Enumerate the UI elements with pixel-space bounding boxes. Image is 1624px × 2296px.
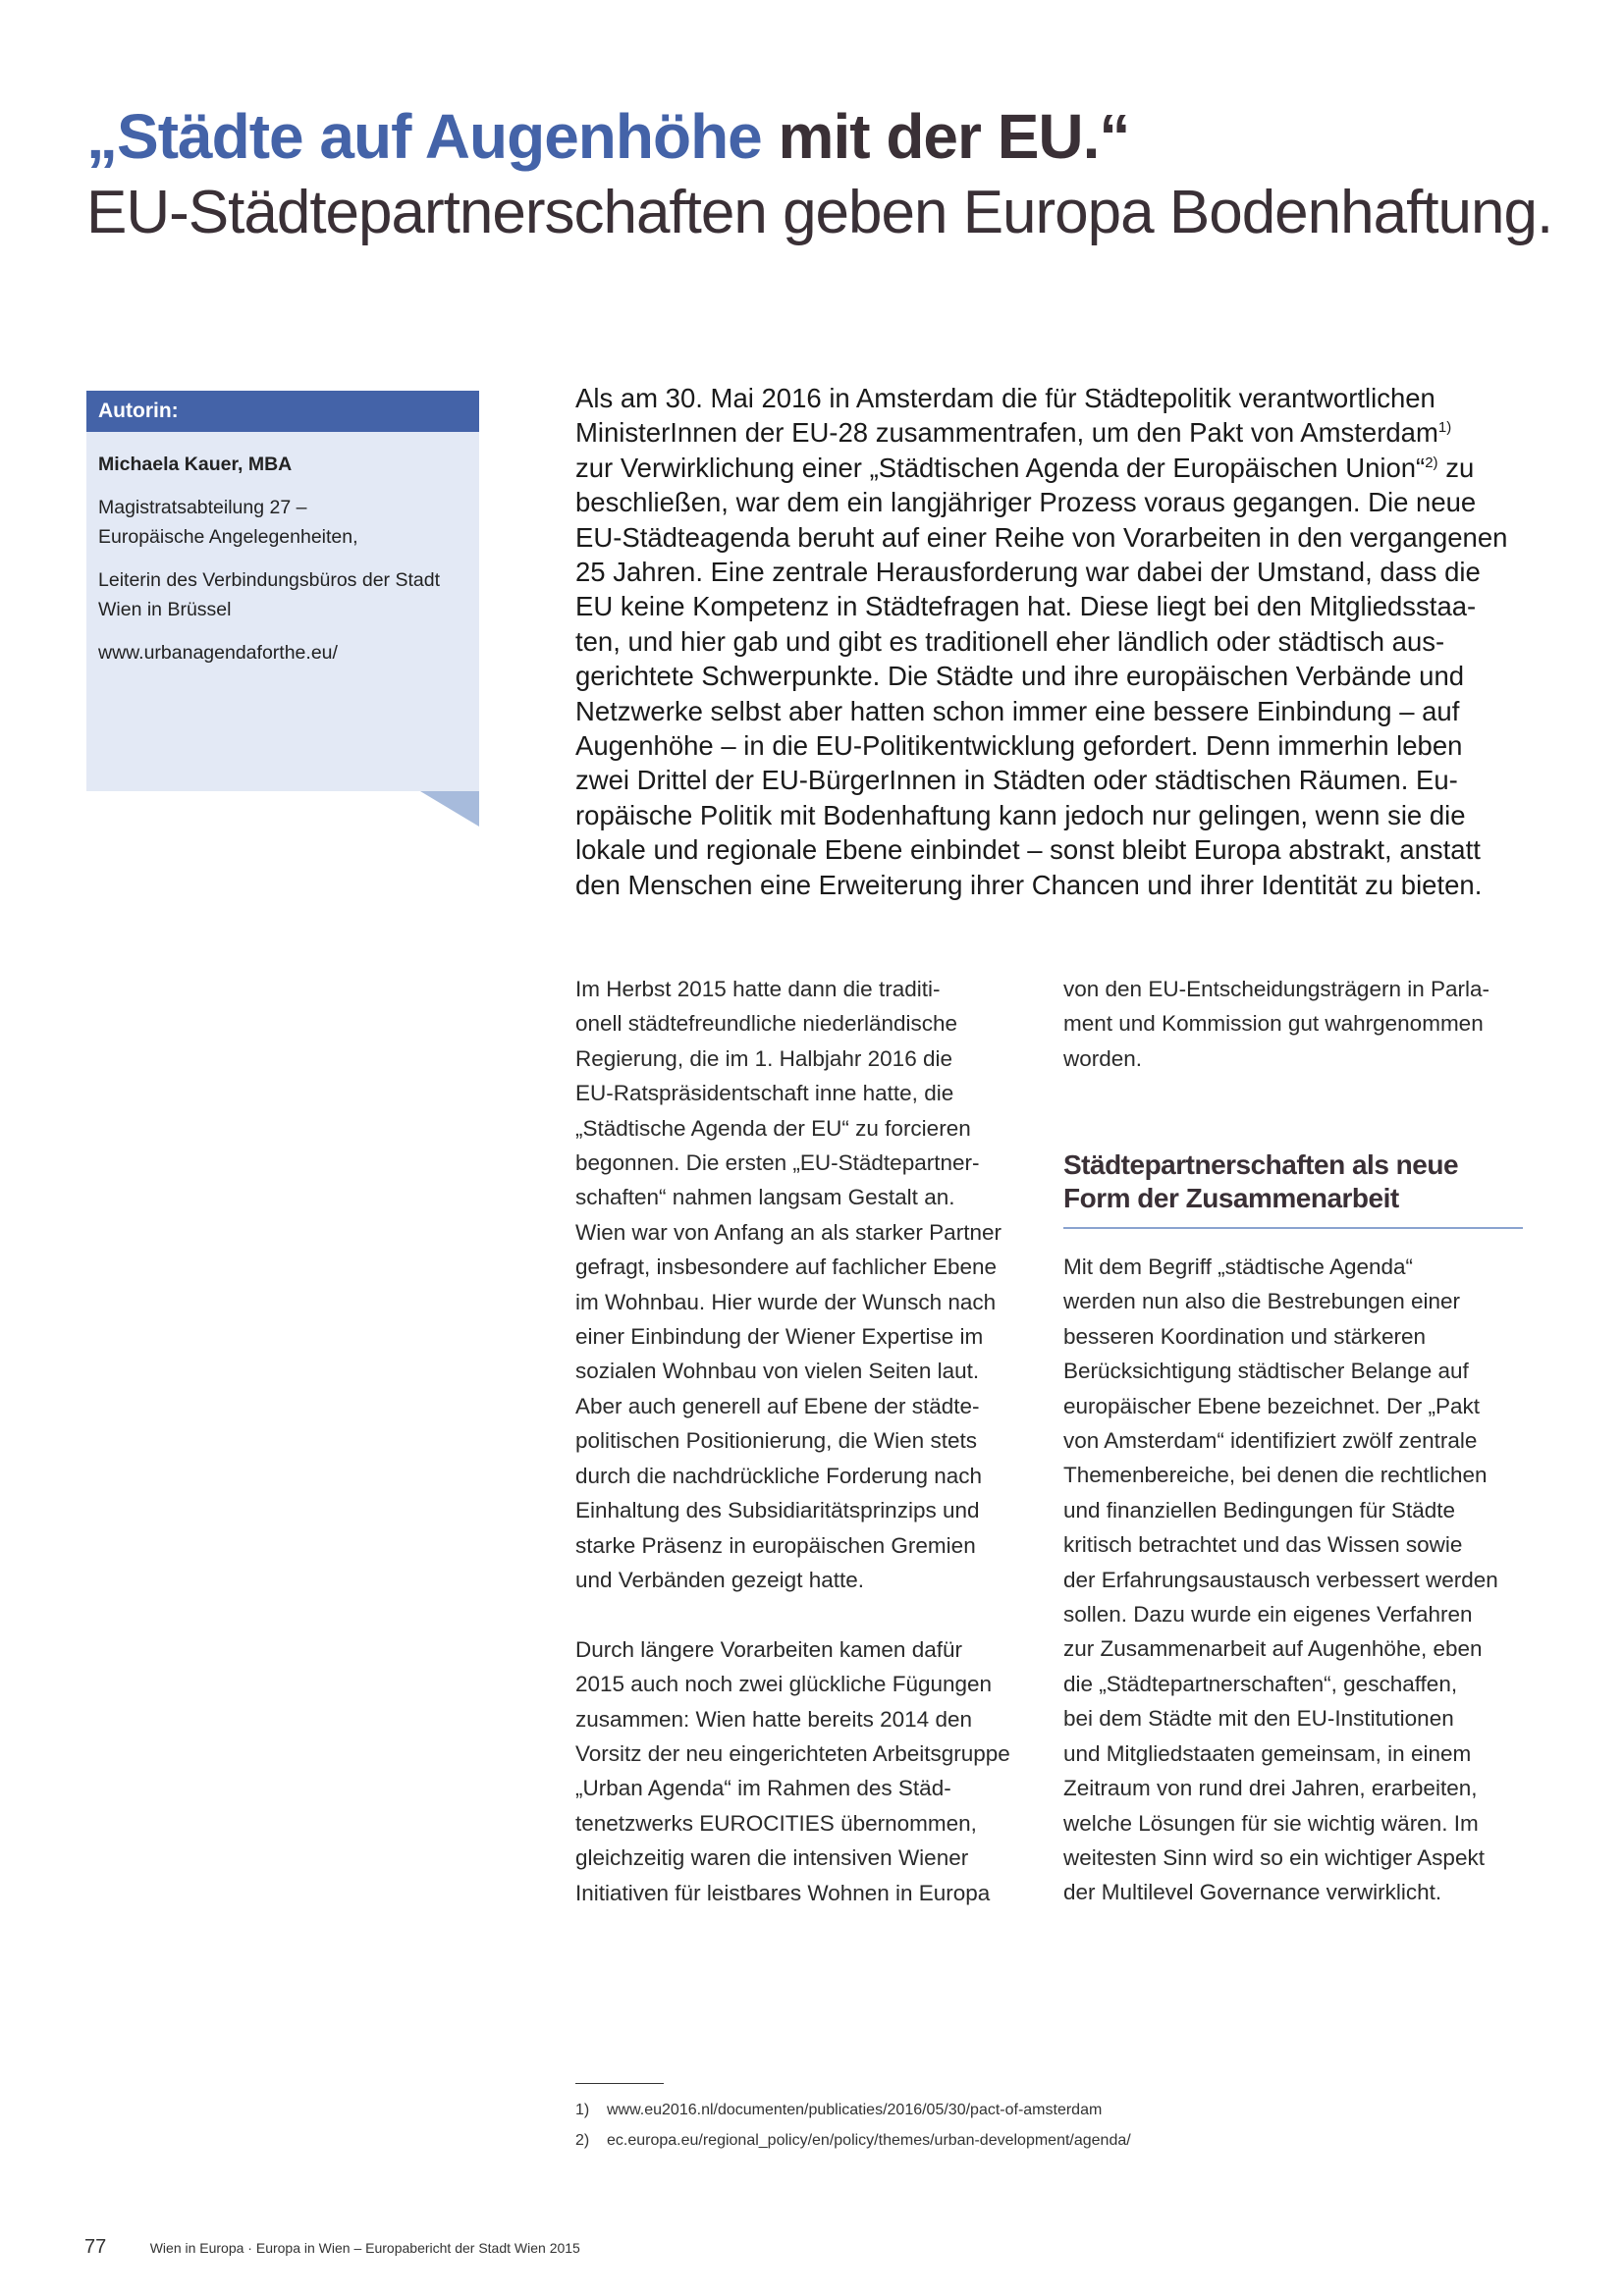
lead-line: lokale und regionale Ebene einbindet – sonst bleibt Europa abstrakt, anstatt <box>575 834 1481 866</box>
body-line: einer Einbindung der Wiener Expertise im <box>575 1324 984 1350</box>
body-line: durch die nachdrückliche Forderung nach <box>575 1463 982 1488</box>
author-role-line: Leiterin des Verbindungsbüros der Stadt <box>98 569 440 591</box>
section-heading-line: Städtepartnerschaften als neue <box>1063 1149 1459 1180</box>
body-line: tenetzwerks EUROCITIES übernommen, <box>575 1810 977 1836</box>
body-line: Zeitraum von rund drei Jahren, erarbeiten, <box>1063 1776 1478 1801</box>
body-line: von den EU-Entscheidungsträgern in Parla- <box>1063 977 1489 1001</box>
body-line: starke Präsenz in europäischen Gremien <box>575 1532 976 1558</box>
body-line: „Städtische Agenda der EU“ zu forcieren <box>575 1115 971 1141</box>
body-line: worden. <box>1063 1045 1143 1071</box>
author-heading: Autorin: <box>86 391 479 432</box>
body-line: zur Zusammenarbeit auf Augenhöhe, eben <box>1063 1636 1483 1662</box>
body-line: Regierung, die im 1. Halbjahr 2016 die <box>575 1045 952 1071</box>
lead-line: gerichtete Schwerpunkte. Die Städte und ihre europäischen Verbände und <box>575 661 1465 692</box>
lead-paragraph <box>575 381 1528 902</box>
footnote-link[interactable]: ec.europa.eu/regional_policy/en/policy/themes/urban-development/agenda/ <box>607 2132 1131 2149</box>
body-line: der Erfahrungsaustausch verbessert werden <box>1063 1567 1498 1592</box>
author-department-line: Magistratsabteilung 27 – <box>98 497 307 518</box>
lead-line-tail: zu <box>1437 452 1475 483</box>
lead-line: Augenhöhe – in die EU-Politikentwicklung gefordert. Denn immerhin leben <box>575 730 1463 762</box>
lead-line <box>575 415 1528 450</box>
body-line: die „Städtepartnerschaften“, geschaffen, <box>1063 1671 1458 1696</box>
title-rest: mit der EU.“ <box>761 101 1130 172</box>
body-line: Mit dem Begriff „städtische Agenda“ <box>1063 1255 1414 1279</box>
section-divider <box>1063 1227 1523 1229</box>
body-line: werden nun also die Bestrebungen einer <box>1063 1289 1461 1314</box>
footnote-number: 2) <box>575 2132 590 2149</box>
body-line: zusammen: Wien hatte bereits 2014 den <box>575 1706 972 1732</box>
lead-line: beschließen, war dem ein langjähriger Prozess voraus gegangen. Die neue <box>575 487 1477 518</box>
body-column-right-top <box>1063 972 1505 1076</box>
body-line: Einhaltung des Subsidiaritätsprinzips und <box>575 1498 980 1523</box>
footnote-divider <box>575 2083 664 2084</box>
author-body <box>86 432 479 667</box>
lead-line-text: MinisterInnen der EU-28 zusammentrafen, um den Pakt von Amsterdam <box>575 417 1438 449</box>
author-department <box>98 493 467 552</box>
lead-line: zwei Drittel der EU-BürgerInnen in Städten oder städtischen Räumen. Eu- <box>575 765 1458 796</box>
page-number: 77 <box>84 2236 107 2258</box>
lead-line: EU keine Kompetenz in Städtefragen hat. Diese liegt bei den Mitgliedsstaa- <box>575 591 1477 622</box>
author-department-line: Europäische Angelegenheiten, <box>98 526 358 548</box>
body-line: Initiativen für leistbares Wohnen in Europa <box>575 1880 991 1905</box>
body-line: politischen Positionierung, die Wien stets <box>575 1428 977 1454</box>
footer-text: Wien in Europa · Europa in Wien – Europabericht der Stadt Wien 2015 <box>149 2240 580 2256</box>
lead-line <box>575 451 1528 485</box>
body-line: schaften“ nahmen langsam Gestalt an. <box>575 1185 955 1210</box>
body-line: welche Lösungen für sie wichtig wären. Im <box>1063 1810 1479 1836</box>
body-line: europäischer Ebene bezeichnet. Der „Pakt <box>1063 1393 1480 1418</box>
body-line: weitesten Sinn wird so ein wichtiger Aspekt <box>1063 1844 1485 1870</box>
body-line: begonnen. Die ersten „EU-Städtepartner- <box>575 1150 980 1176</box>
footnote-1 <box>575 2095 1131 2125</box>
body-line: Themenbereiche, bei denen die rechtlichen <box>1063 1463 1488 1488</box>
footnote-number: 1) <box>575 2102 590 2118</box>
body-line: Wien war von Anfang an als starker Partner <box>575 1219 1001 1245</box>
footnote-2 <box>575 2125 1131 2156</box>
body-line: im Wohnbau. Hier wurde der Wunsch nach <box>575 1289 997 1314</box>
body-line: 2015 auch noch zwei glückliche Fügungen <box>575 1672 993 1697</box>
lead-line: Netzwerke selbst aber hatten schon immer eine bessere Einbindung – auf <box>575 695 1460 726</box>
body-line: und Mitgliedstaaten gemeinsam, in einem <box>1063 1740 1472 1766</box>
footnotes <box>575 2095 1131 2156</box>
lead-line: ten, und hier gab und gibt es traditionell eher ländlich oder städtisch aus- <box>575 625 1445 657</box>
body-line: der Multilevel Governance verwirklicht. <box>1063 1880 1442 1905</box>
page-title <box>86 98 1553 251</box>
body-line: sollen. Dazu wurde ein eigenes Verfahren <box>1063 1602 1473 1628</box>
body-line: gleichzeitig waren die intensiven Wiener <box>575 1845 969 1871</box>
body-line: Aber auch generell auf Ebene der städte- <box>575 1393 980 1418</box>
page-subtitle: EU-Städtepartnerschaften geben Europa Bodenhaftung. <box>86 179 1553 246</box>
body-column-right <box>1063 1250 1523 1910</box>
footnote-ref-1[interactable]: 1) <box>1437 419 1452 437</box>
title-line-1 <box>86 98 1540 175</box>
page-footer <box>84 2236 580 2259</box>
lead-line: EU-Städteagenda beruht auf einer Reihe von Vorarbeiten in den vergangenen <box>575 521 1508 553</box>
section-heading-line: Form der Zusammenarbeit <box>1063 1183 1399 1213</box>
body-line: „Urban Agenda“ im Rahmen des Städ- <box>575 1776 951 1801</box>
body-line: sozialen Wohnbau von vielen Seiten laut. <box>575 1359 980 1384</box>
footnote-link[interactable]: www.eu2016.nl/documenten/publicaties/2016/05/30/pact-of-amsterdam <box>607 2102 1103 2118</box>
body-line: Durch längere Vorarbeiten kamen dafür <box>575 1636 962 1662</box>
author-name: Michaela Kauer, MBA <box>98 454 293 475</box>
lead-line-text: zur Verwirklichung einer „Städtischen Agenda der Europäischen Union“ <box>575 452 1426 483</box>
paragraph-gap <box>575 1597 1017 1631</box>
footnote-ref-2[interactable]: 2) <box>1425 454 1438 471</box>
author-url-link[interactable]: www.urbanagendaforthe.eu/ <box>98 642 338 664</box>
author-role-line: Wien in Brüssel <box>98 599 232 620</box>
lead-line: Als am 30. Mai 2016 in Amsterdam die für Städtepolitik verantwortlichen <box>575 383 1435 413</box>
lead-line: 25 Jahren. Eine zentrale Herausforderung war dabei der Umstand, dass die <box>575 557 1481 588</box>
author-role <box>98 565 467 624</box>
lead-line: den Menschen eine Erweiterung ihrer Chancen und ihrer Identität zu bieten. <box>575 869 1483 900</box>
body-line: kritisch betrachtet und das Wissen sowie <box>1063 1532 1463 1558</box>
body-line: Vorsitz der neu eingerichteten Arbeitsgruppe <box>575 1740 1010 1766</box>
lead-line: ropäische Politik mit Bodenhaftung kann jedoch nur gelingen, wenn sie die <box>575 799 1466 830</box>
body-line: Im Herbst 2015 hatte dann die traditi- <box>575 977 941 1001</box>
body-line: gefragt, insbesondere auf fachlicher Ebene <box>575 1255 998 1280</box>
body-line: EU-Ratspräsidentschaft inne hatte, die <box>575 1081 954 1106</box>
body-line: bei dem Städte mit den EU-Institutionen <box>1063 1706 1454 1732</box>
body-line: Berücksichtigung städtischer Belange auf <box>1063 1359 1469 1384</box>
body-line: von Amsterdam“ identifiziert zwölf zentrale <box>1063 1428 1478 1454</box>
body-line: und finanziellen Bedingungen für Städte <box>1063 1497 1456 1522</box>
section-heading <box>1063 1148 1523 1215</box>
body-column-left <box>575 972 1017 1910</box>
body-line: onell städtefreundliche niederländische <box>575 1011 958 1037</box>
page-fold-corner-icon <box>420 791 479 827</box>
body-line: und Verbänden gezeigt hatte. <box>575 1567 864 1592</box>
body-line: ment und Kommission gut wahrgenommen <box>1063 1011 1484 1037</box>
title-accent: „Städte auf Augenhöhe <box>86 101 762 172</box>
body-line: besseren Koordination und stärkeren <box>1063 1323 1426 1349</box>
author-box <box>86 391 479 791</box>
